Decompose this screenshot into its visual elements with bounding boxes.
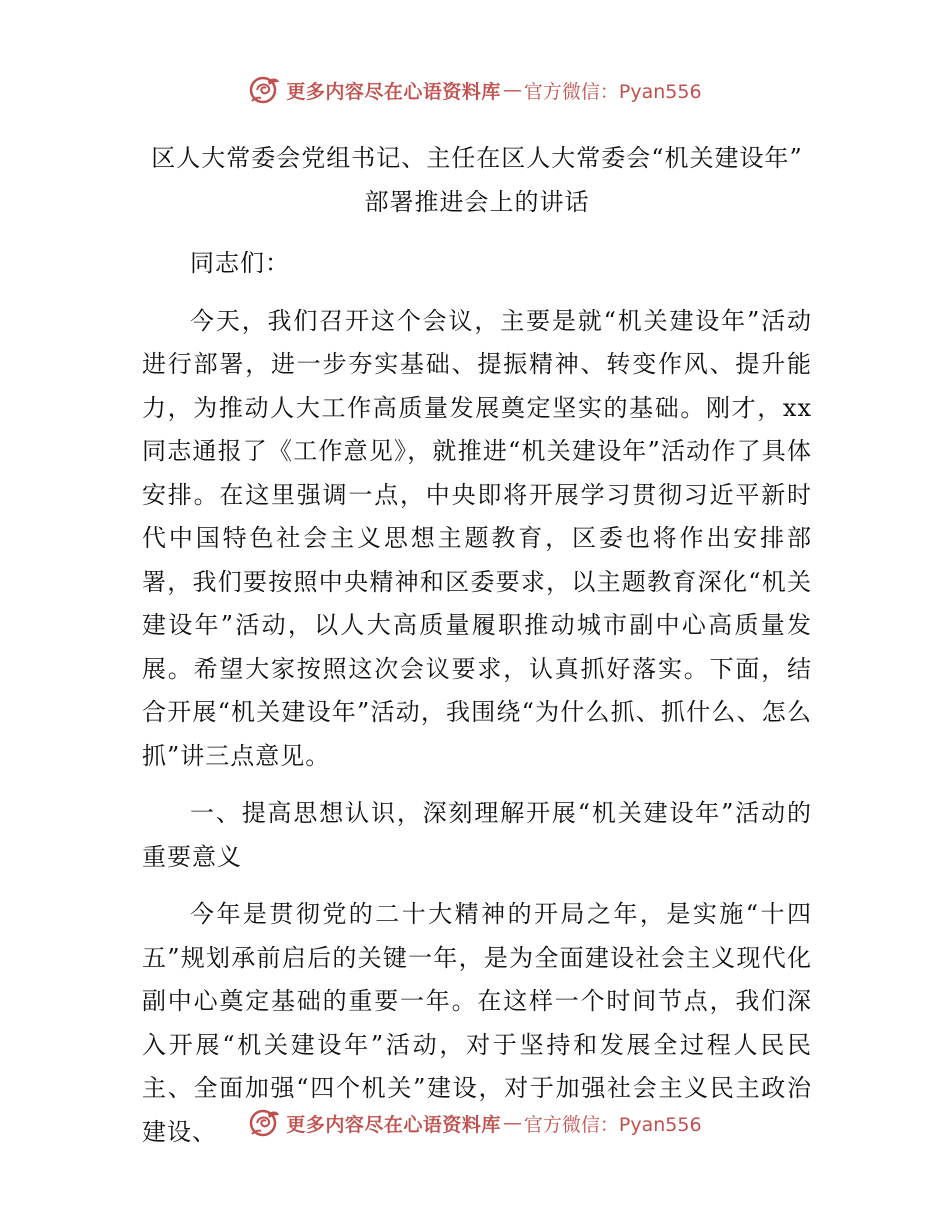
greeting: 同志们： <box>190 249 290 277</box>
banner-main-text: 更多内容尽在心语资料库 <box>286 1113 501 1136</box>
paragraph-intro: 今天，我们召开这个会议，主要是就“机关建设年”活动进行部署，进一步夯实基础、提振精神、转变作风、提升能力，为推动人大工作高质量发展奠定坚实的基础。刚才，xx同志通报了《工作意见》，就推进“机关建设年”活动作了具体安排。在这里强调一点，中央即将开展学习贯彻习近平新时代中国特色社会主义思想主题教育，区委也将作出安排部署，我们要按照中央精神和区委要求，以主题教育深化“机关建设年”活动，以人大高质量履职推动城市副中心高质量发展。希望大家按照这次会议要求，认真抓好落实。下面，结合开展“机关建设年”活动，我围绕“为什么抓、抓什么、怎么抓”讲三点意见。 <box>142 306 812 770</box>
section-heading-1: 一、提高思想认识，深刻理解开展“机关建设年”活动的重要意义 <box>142 799 812 871</box>
banner-wechat-text: 官方微信：Pyan556 <box>523 1113 702 1136</box>
rose-flower-logo-icon <box>248 73 282 107</box>
document-title-line-1: 区人大常委会党组书记、主任在区人大常委会“机关建设年” <box>151 144 803 172</box>
footer-watermark-banner <box>0 1103 950 1143</box>
paragraph-section-1: 今年是贯彻党的二十大精神的开局之年，是实施“十四五”规划承前启后的关键一年，是为全面建设社会主义现代化副中心奠定基础的重要一年。在这样一个时间节点，我们深入开展“机关建设年”活动，对于坚持和发展全过程人民民主、全面加强“四个机关”建设，对于加强社会主义民主政治建设、 <box>142 900 812 1146</box>
rose-flower-logo-icon <box>248 1106 282 1140</box>
banner-separator: — <box>502 1112 522 1134</box>
banner-main-text: 更多内容尽在心语资料库 <box>286 80 501 103</box>
document-title-line-2: 部署推进会上的讲话 <box>364 188 590 216</box>
banner-separator: — <box>502 79 522 101</box>
banner-wechat-text: 官方微信：Pyan556 <box>523 80 702 103</box>
header-watermark-banner <box>0 70 950 110</box>
document-body <box>142 136 812 1154</box>
